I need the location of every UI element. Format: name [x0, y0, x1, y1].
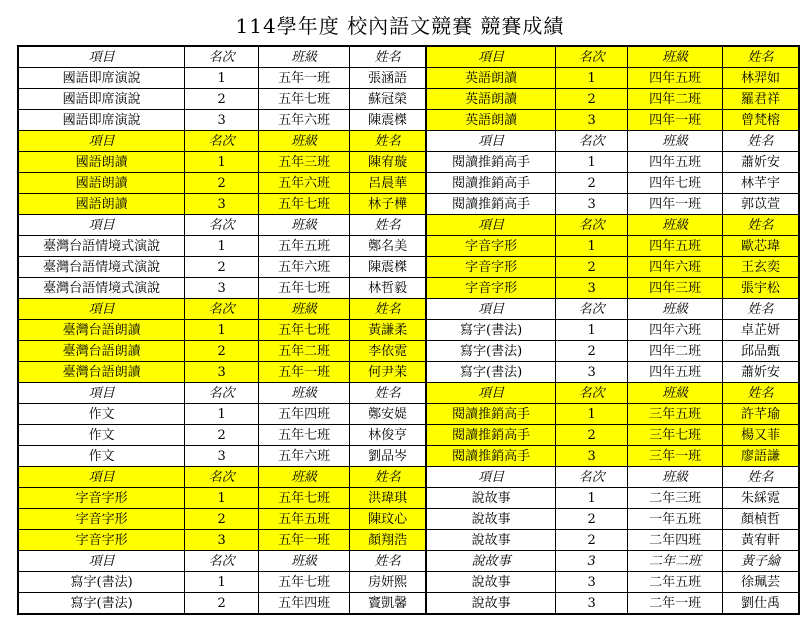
cell-name: 張宇松 [723, 278, 799, 299]
cell-rank: 3 [556, 278, 628, 299]
header-cell-rank: 名次 [556, 383, 628, 404]
cell-name: 陳震榤 [350, 110, 426, 131]
cell-rank: 3 [185, 446, 259, 467]
cell-rank: 3 [185, 530, 259, 551]
header-cell-event: 項目 [426, 299, 556, 320]
cell-rank: 2 [556, 530, 628, 551]
header-cell-rank: 名次 [556, 215, 628, 236]
cell-class: 五年七班 [259, 425, 350, 446]
cell-name: 劉仕禹 [723, 593, 799, 615]
cell-class: 二年一班 [628, 593, 723, 615]
cell-rank: 3 [185, 362, 259, 383]
cell-name: 郭苡萱 [723, 194, 799, 215]
cell-class: 三年一班 [628, 446, 723, 467]
cell-rank: 2 [556, 257, 628, 278]
table-header-row [18, 299, 799, 320]
header-cell-event: 說故事 [426, 551, 556, 572]
cell-event: 字音字形 [426, 278, 556, 299]
cell-event: 字音字形 [426, 236, 556, 257]
cell-rank: 1 [556, 404, 628, 425]
cell-event: 臺灣台語朗讀 [18, 362, 185, 383]
cell-name: 何尹茉 [350, 362, 426, 383]
cell-event: 國語即席演說 [18, 68, 185, 89]
cell-name: 李依霓 [350, 341, 426, 362]
cell-event: 閱讀推銷高手 [426, 446, 556, 467]
cell-class: 四年一班 [628, 110, 723, 131]
cell-name: 許芊瑜 [723, 404, 799, 425]
table-header-row [18, 46, 799, 68]
table-row [18, 341, 799, 362]
cell-name: 黃宥軒 [723, 530, 799, 551]
cell-name: 林羿如 [723, 68, 799, 89]
header-cell-class: 班級 [628, 46, 723, 68]
table-row [18, 89, 799, 110]
cell-rank: 2 [185, 257, 259, 278]
header-cell-event: 項目 [426, 467, 556, 488]
header-cell-class: 班級 [259, 383, 350, 404]
cell-event: 國語朗讀 [18, 194, 185, 215]
header-cell-class: 班級 [259, 215, 350, 236]
header-cell-rank: 名次 [185, 299, 259, 320]
cell-class: 四年五班 [628, 236, 723, 257]
cell-name: 竇凱馨 [350, 593, 426, 615]
cell-event: 作文 [18, 404, 185, 425]
header-cell-event: 項目 [18, 467, 185, 488]
table-row [18, 530, 799, 551]
cell-rank: 3 [556, 110, 628, 131]
cell-class: 四年三班 [628, 278, 723, 299]
cell-rank: 3 [185, 110, 259, 131]
cell-event: 說故事 [426, 572, 556, 593]
cell-class: 五年二班 [259, 341, 350, 362]
cell-class: 五年七班 [259, 89, 350, 110]
cell-rank: 2 [185, 89, 259, 110]
table-row [18, 404, 799, 425]
cell-rank: 1 [185, 152, 259, 173]
header-cell-event: 項目 [18, 299, 185, 320]
cell-event: 作文 [18, 446, 185, 467]
header-cell-class: 班級 [628, 467, 723, 488]
cell-class: 五年五班 [259, 509, 350, 530]
cell-rank: 1 [185, 572, 259, 593]
cell-rank: 2 [556, 173, 628, 194]
header-cell-event: 項目 [426, 215, 556, 236]
cell-class: 三年五班 [628, 404, 723, 425]
table-row [18, 362, 799, 383]
table-header-row [18, 383, 799, 404]
table-row [18, 236, 799, 257]
cell-class: 四年五班 [628, 362, 723, 383]
header-cell-name: 姓名 [723, 215, 799, 236]
cell-event: 閱讀推銷高手 [426, 425, 556, 446]
cell-rank: 1 [185, 236, 259, 257]
cell-class: 五年六班 [259, 446, 350, 467]
cell-class: 四年一班 [628, 194, 723, 215]
table-row [18, 446, 799, 467]
cell-name: 林芊宇 [723, 173, 799, 194]
cell-event: 寫字(書法) [426, 341, 556, 362]
cell-name: 黃謙柔 [350, 320, 426, 341]
header-cell-rank: 名次 [185, 551, 259, 572]
cell-name: 邱品甄 [723, 341, 799, 362]
cell-class: 五年一班 [259, 362, 350, 383]
cell-name: 楊又菲 [723, 425, 799, 446]
cell-event: 英語朗讀 [426, 89, 556, 110]
header-cell-class: 班級 [628, 299, 723, 320]
cell-rank: 1 [185, 320, 259, 341]
header-cell-event: 項目 [426, 131, 556, 152]
cell-rank: 2 [185, 173, 259, 194]
header-cell-event: 項目 [18, 383, 185, 404]
cell-name: 曾梵榕 [723, 110, 799, 131]
cell-event: 臺灣台語朗讀 [18, 320, 185, 341]
cell-class: 五年七班 [259, 320, 350, 341]
header-cell-name: 姓名 [723, 299, 799, 320]
header-cell-name: 姓名 [350, 299, 426, 320]
table-row [18, 488, 799, 509]
cell-event: 臺灣台語情境式演說 [18, 236, 185, 257]
table-row [18, 425, 799, 446]
cell-rank: 1 [185, 404, 259, 425]
cell-class: 五年六班 [259, 257, 350, 278]
table-row [18, 257, 799, 278]
cell-rank: 1 [556, 320, 628, 341]
header-cell-event: 項目 [426, 46, 556, 68]
cell-event: 國語朗讀 [18, 173, 185, 194]
header-cell-name: 姓名 [723, 467, 799, 488]
cell-event: 說故事 [426, 509, 556, 530]
page-title: 114學年度 校內語文競賽 競賽成績 [235, 14, 565, 38]
cell-name: 蕭妡安 [723, 152, 799, 173]
header-cell-name: 姓名 [723, 131, 799, 152]
header-cell-name: 姓名 [350, 131, 426, 152]
cell-name: 卓芷妍 [723, 320, 799, 341]
cell-class: 四年二班 [628, 341, 723, 362]
cell-rank: 3 [185, 194, 259, 215]
cell-event: 字音字形 [18, 509, 185, 530]
cell-event: 寫字(書法) [426, 320, 556, 341]
cell-class: 五年三班 [259, 152, 350, 173]
cell-name: 劉品岑 [350, 446, 426, 467]
cell-class: 二年五班 [628, 572, 723, 593]
cell-name: 蘇冠榮 [350, 89, 426, 110]
cell-name: 顏翔浩 [350, 530, 426, 551]
table-row [18, 593, 799, 615]
header-cell-class: 班級 [628, 383, 723, 404]
results-table [17, 45, 800, 615]
table-header-row [18, 215, 799, 236]
cell-class: 四年七班 [628, 173, 723, 194]
cell-event: 閱讀推銷高手 [426, 173, 556, 194]
header-cell-rank: 3 [556, 551, 628, 572]
header-cell-event: 項目 [426, 383, 556, 404]
cell-event: 說故事 [426, 530, 556, 551]
cell-name: 林俊亨 [350, 425, 426, 446]
cell-event: 寫字(書法) [18, 572, 185, 593]
header-cell-name: 姓名 [723, 383, 799, 404]
header-cell-class: 班級 [259, 299, 350, 320]
header-cell-event: 項目 [18, 131, 185, 152]
cell-rank: 3 [556, 593, 628, 615]
cell-rank: 2 [556, 341, 628, 362]
cell-name: 鄭名美 [350, 236, 426, 257]
header-cell-rank: 名次 [556, 131, 628, 152]
cell-class: 二年四班 [628, 530, 723, 551]
cell-event: 字音字形 [18, 530, 185, 551]
table-row [18, 572, 799, 593]
header-cell-class: 班級 [628, 131, 723, 152]
header-cell-name: 姓名 [350, 215, 426, 236]
header-cell-class: 班級 [628, 215, 723, 236]
table-header-row [18, 551, 799, 572]
cell-event: 字音字形 [426, 257, 556, 278]
header-cell-event: 項目 [18, 215, 185, 236]
cell-class: 五年一班 [259, 530, 350, 551]
cell-class: 四年五班 [628, 152, 723, 173]
cell-event: 臺灣台語情境式演說 [18, 278, 185, 299]
header-cell-rank: 名次 [556, 467, 628, 488]
table-row [18, 110, 799, 131]
cell-name: 鄭安媞 [350, 404, 426, 425]
cell-class: 一年五班 [628, 509, 723, 530]
cell-event: 作文 [18, 425, 185, 446]
cell-class: 五年四班 [259, 404, 350, 425]
cell-name: 張涵語 [350, 68, 426, 89]
cell-class: 五年七班 [259, 488, 350, 509]
cell-class: 五年六班 [259, 110, 350, 131]
cell-name: 羅君祥 [723, 89, 799, 110]
cell-event: 英語朗讀 [426, 68, 556, 89]
cell-name: 蕭妡安 [723, 362, 799, 383]
cell-event: 英語朗讀 [426, 110, 556, 131]
cell-name: 呂晨華 [350, 173, 426, 194]
cell-name: 廖語謙 [723, 446, 799, 467]
cell-name: 陳玟心 [350, 509, 426, 530]
cell-event: 閱讀推銷高手 [426, 194, 556, 215]
cell-class: 五年七班 [259, 194, 350, 215]
cell-class: 五年一班 [259, 68, 350, 89]
header-cell-name: 姓名 [350, 383, 426, 404]
cell-class: 二年三班 [628, 488, 723, 509]
cell-class: 五年七班 [259, 572, 350, 593]
cell-rank: 3 [556, 572, 628, 593]
cell-rank: 2 [185, 425, 259, 446]
header-cell-rank: 名次 [185, 131, 259, 152]
cell-name: 歐芯瑋 [723, 236, 799, 257]
table-row [18, 152, 799, 173]
cell-event: 國語即席演說 [18, 110, 185, 131]
cell-rank: 1 [556, 488, 628, 509]
cell-name: 洪瑋琪 [350, 488, 426, 509]
header-cell-rank: 名次 [556, 46, 628, 68]
cell-event: 寫字(書法) [18, 593, 185, 615]
header-cell-event: 項目 [18, 46, 185, 68]
table-header-row [18, 467, 799, 488]
header-cell-rank: 名次 [556, 299, 628, 320]
cell-class: 五年四班 [259, 593, 350, 615]
table-header-row [18, 131, 799, 152]
cell-event: 字音字形 [18, 488, 185, 509]
header-cell-class: 班級 [259, 467, 350, 488]
cell-rank: 1 [556, 68, 628, 89]
cell-name: 陳震榤 [350, 257, 426, 278]
cell-name: 顏楨哲 [723, 509, 799, 530]
cell-rank: 2 [185, 341, 259, 362]
cell-class: 五年五班 [259, 236, 350, 257]
cell-event: 閱讀推銷高手 [426, 152, 556, 173]
header-cell-rank: 名次 [185, 383, 259, 404]
header-cell-rank: 名次 [185, 46, 259, 68]
table-row [18, 68, 799, 89]
table-row [18, 194, 799, 215]
cell-event: 臺灣台語情境式演說 [18, 257, 185, 278]
cell-name: 徐珮芸 [723, 572, 799, 593]
header-cell-event: 項目 [18, 551, 185, 572]
cell-rank: 2 [185, 593, 259, 615]
cell-rank: 1 [556, 152, 628, 173]
header-cell-class: 班級 [259, 131, 350, 152]
cell-rank: 1 [185, 68, 259, 89]
cell-event: 臺灣台語朗讀 [18, 341, 185, 362]
table-row [18, 173, 799, 194]
cell-rank: 2 [556, 89, 628, 110]
cell-rank: 2 [556, 425, 628, 446]
cell-class: 四年二班 [628, 89, 723, 110]
cell-class: 四年五班 [628, 68, 723, 89]
cell-class: 五年七班 [259, 278, 350, 299]
cell-rank: 1 [185, 488, 259, 509]
cell-rank: 3 [185, 278, 259, 299]
table-row [18, 278, 799, 299]
header-cell-rank: 名次 [185, 467, 259, 488]
cell-class: 四年六班 [628, 320, 723, 341]
header-cell-class: 班級 [259, 551, 350, 572]
cell-name: 林子樺 [350, 194, 426, 215]
cell-class: 三年七班 [628, 425, 723, 446]
cell-class: 四年六班 [628, 257, 723, 278]
header-cell-name: 姓名 [350, 467, 426, 488]
cell-event: 國語朗讀 [18, 152, 185, 173]
cell-name: 王玄奕 [723, 257, 799, 278]
cell-name: 陳宥璇 [350, 152, 426, 173]
table-row [18, 320, 799, 341]
cell-event: 閱讀推銷高手 [426, 404, 556, 425]
cell-event: 說故事 [426, 593, 556, 615]
cell-event: 說故事 [426, 488, 556, 509]
cell-event: 寫字(書法) [426, 362, 556, 383]
cell-rank: 1 [556, 236, 628, 257]
header-cell-name: 姓名 [723, 46, 799, 68]
table-row [18, 509, 799, 530]
cell-name: 林哲毅 [350, 278, 426, 299]
cell-event: 國語即席演說 [18, 89, 185, 110]
cell-name: 房妍熙 [350, 572, 426, 593]
header-cell-rank: 名次 [185, 215, 259, 236]
header-cell-class: 班級 [259, 46, 350, 68]
cell-rank: 3 [556, 362, 628, 383]
cell-class: 五年六班 [259, 173, 350, 194]
cell-rank: 2 [185, 509, 259, 530]
header-cell-class: 二年二班 [628, 551, 723, 572]
cell-rank: 3 [556, 194, 628, 215]
cell-rank: 3 [556, 446, 628, 467]
cell-rank: 2 [556, 509, 628, 530]
cell-name: 朱綵霓 [723, 488, 799, 509]
header-cell-name: 姓名 [350, 46, 426, 68]
header-cell-name: 黃子綸 [723, 551, 799, 572]
header-cell-name: 姓名 [350, 551, 426, 572]
